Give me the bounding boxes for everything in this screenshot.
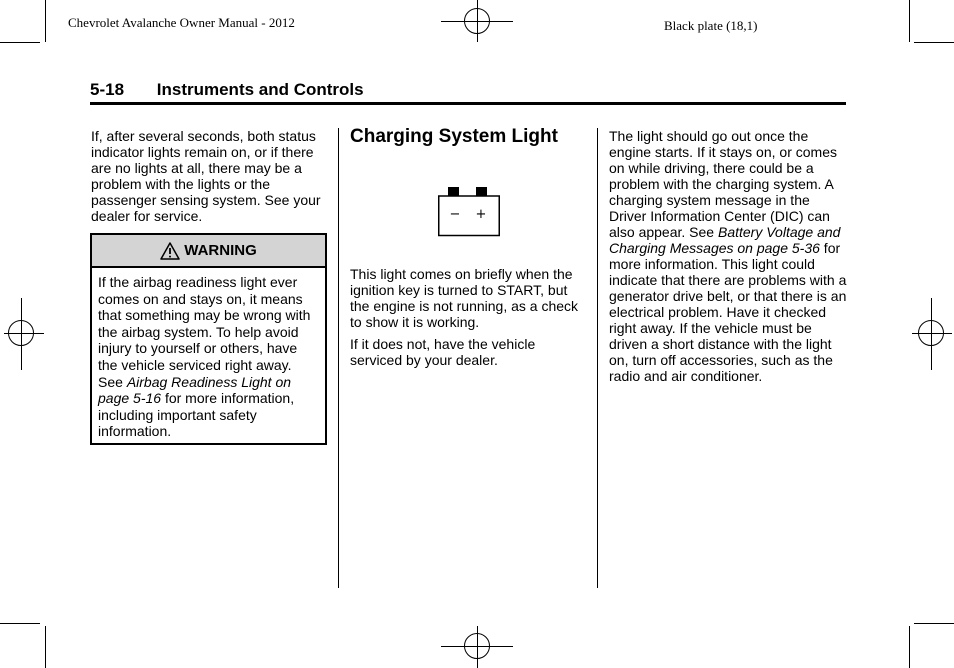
middle-column [350, 266, 588, 374]
crop-mark [45, 626, 46, 668]
section-header [90, 80, 846, 100]
battery-voltage-link[interactable]: Battery Voltage and Charging Messages on page 5-36 [609, 224, 841, 256]
crop-mark [909, 0, 910, 42]
section-title: Instruments and Controls [156, 80, 364, 99]
right-paragraph [609, 128, 849, 384]
column-divider [338, 128, 339, 588]
warning-text: If the airbag readiness light ever comes on and stays on, it means that something may be wrong with the airbag system. To help avoid injury to yourself or others, have the vehicle serviced right away. See [98, 274, 311, 390]
right-text: The light should go out once the engine starts. If it stays on, or comes on while driving, there could be a problem with the charging system. A charging system message in the Driver Information Center (DIC) can also appear. See [609, 128, 837, 240]
column-divider [597, 128, 598, 588]
warning-text-end: for more information, including important safety information. [98, 390, 295, 440]
charging-paragraph-2: If it does not, have the vehicle serviced by your dealer. [350, 336, 536, 368]
intro-paragraph: If, after several seconds, both status indicator lights remain on, or if there are no lights at all, there may be a problem with the lights or the passenger sensing system. See your dealer for service. [91, 128, 321, 224]
warning-label: WARNING [184, 242, 257, 259]
charging-paragraph-1: This light comes on briefly when the ignition key is turned to START, but the engine is not running, as a check to show it is working. [350, 266, 579, 330]
warning-triangle-icon [160, 242, 180, 260]
manual-title: Chevrolet Avalanche Owner Manual - 2012 [68, 15, 295, 30]
crop-mark [914, 42, 954, 43]
battery-icon [438, 187, 500, 237]
registration-mark [918, 320, 944, 346]
airbag-readiness-link[interactable]: Airbag Readiness Light on page 5-16 [98, 373, 292, 407]
registration-mark [8, 320, 34, 346]
registration-mark [464, 633, 490, 659]
crop-mark [909, 626, 910, 668]
warning-header [92, 235, 325, 268]
page-number: 5-18 [90, 80, 125, 99]
right-text-end: for more information. This light could indicate that there are problems with a generator drive belt, or that there is an electrical problem. Have it checked right away. If the vehicle must be driven a short distance with the light on, turn off accessories, such as the radio and air conditioner. [609, 240, 847, 384]
right-column [609, 128, 849, 390]
crop-mark [914, 623, 954, 624]
section-heading: Charging System Light [350, 126, 558, 147]
registration-mark [464, 8, 490, 34]
plate-label: Black plate (18,1) [664, 18, 758, 33]
left-column [91, 128, 331, 230]
crop-mark [0, 623, 40, 624]
warning-body [92, 268, 325, 440]
battery-minus-sign: − [449, 207, 461, 222]
crop-mark [0, 42, 40, 43]
header-rule [90, 102, 846, 105]
warning-box [90, 233, 327, 445]
battery-plus-sign: + [475, 207, 487, 222]
crop-mark [45, 0, 46, 42]
